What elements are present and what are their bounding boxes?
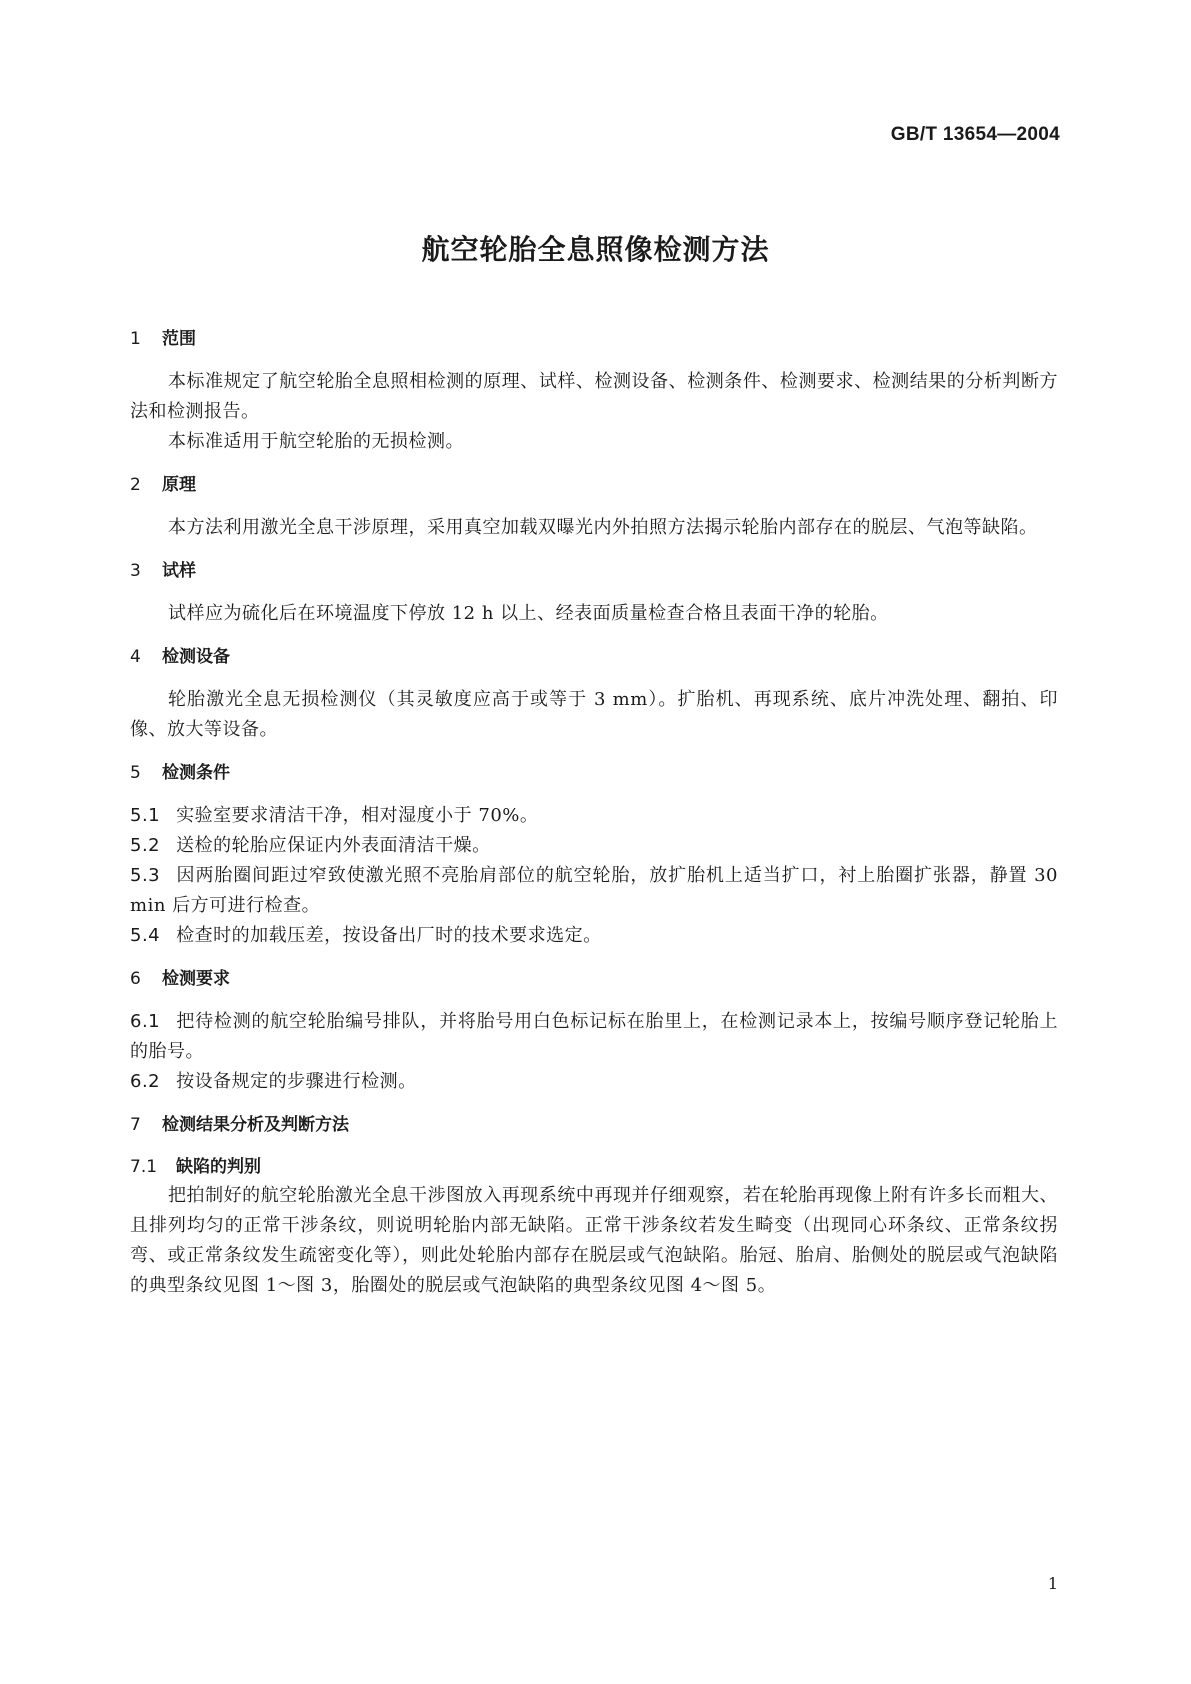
section-title: 试样 [162, 561, 196, 581]
section-title: 检测条件 [162, 763, 230, 783]
paragraph: 本标准规定了航空轮胎全息照相检测的原理、试样、检测设备、检测条件、检测要求、检测结果的分析判断方法和检测报告。 [130, 371, 1058, 422]
paragraph: 轮胎激光全息无损检测仪（其灵敏度应高于或等于 3 mm）。扩胎机、再现系统、底片冲洗处理、翻拍、印像、放大等设备。 [130, 689, 1058, 740]
subsection-title: 缺陷的判别 [176, 1157, 261, 1177]
document-title: 航空轮胎全息照像检测方法 [421, 233, 770, 266]
clause-5-2 [130, 831, 1058, 861]
section-heading-analysis [130, 1111, 1058, 1139]
section-heading-sample [130, 557, 1058, 585]
subsection-number: 7.1 [130, 1157, 158, 1177]
section-heading-principle [130, 471, 1058, 499]
clause-5-1 [130, 801, 1058, 831]
section-heading-conditions [130, 759, 1058, 787]
paragraph: 本标准适用于航空轮胎的无损检测。 [168, 431, 464, 452]
section-number: 4 [130, 647, 141, 667]
paragraph: 试样应为硫化后在环境温度下停放 12 h 以上、经表面质量检查合格且表面干净的轮胎。 [168, 603, 889, 624]
clause-5-3 [130, 861, 1058, 921]
section-title: 原理 [162, 475, 196, 495]
clause-6-2 [130, 1067, 1058, 1097]
clause-number: 5.1 [130, 805, 161, 826]
section-number: 1 [130, 329, 141, 349]
document-body [130, 325, 1058, 1301]
paragraph: 本方法利用激光全息干涉原理，采用真空加载双曝光内外拍照方法揭示轮胎内部存在的脱层、气泡等缺陷。 [168, 517, 1038, 538]
section-number: 7 [130, 1115, 141, 1135]
section-title: 范围 [162, 329, 196, 349]
section-title: 检测设备 [162, 647, 230, 667]
section-number: 5 [130, 763, 141, 783]
section-title: 检测要求 [162, 969, 230, 989]
clause-5-4 [130, 921, 1058, 951]
section-heading-requirements [130, 965, 1058, 993]
clause-text: 因两胎圈间距过窄致使激光照不亮胎肩部位的航空轮胎，放扩胎机上适当扩口，衬上胎圈扩张器，静置 30 min 后方可进行检查。 [130, 865, 1058, 916]
clause-number: 5.2 [130, 835, 161, 856]
clause-text: 按设备规定的步骤进行检测。 [176, 1071, 417, 1092]
clause-6-1 [130, 1007, 1058, 1067]
clause-number: 5.4 [130, 925, 161, 946]
clause-text: 检查时的加载压差，按设备出厂时的技术要求选定。 [176, 925, 602, 946]
clause-text: 实验室要求清洁干净，相对湿度小于 70%。 [176, 805, 539, 826]
clause-text: 送检的轮胎应保证内外表面清洁干燥。 [176, 835, 491, 856]
section-number: 6 [130, 969, 141, 989]
section-title: 检测结果分析及判断方法 [162, 1115, 349, 1135]
clause-number: 6.2 [130, 1071, 161, 1092]
paragraph: 把拍制好的航空轮胎激光全息干涉图放入再现系统中再现并仔细观察，若在轮胎再现像上附有许多长而粗大、且排列均匀的正常干涉条纹，则说明轮胎内部无缺陷。正常干涉条纹若发生畸变（出现同心环条纹、正常条纹拐弯、或正常条纹发生疏密变化等），则此处轮胎内部存在脱层或气泡缺陷。胎冠、胎肩、胎侧处的脱层或气泡缺陷的典型条纹见图 1～图 3，胎圈处的脱层或气泡缺陷的典型条纹见图 4～图 5。 [130, 1185, 1058, 1296]
section-number: 3 [130, 561, 141, 581]
clause-text: 把待检测的航空轮胎编号排队，并将胎号用白色标记标在胎里上，在检测记录本上，按编号顺序登记轮胎上的胎号。 [130, 1011, 1058, 1062]
clause-number: 6.1 [130, 1011, 161, 1032]
section-number: 2 [130, 475, 141, 495]
page-number: 1 [1047, 1574, 1058, 1593]
clause-number: 5.3 [130, 865, 161, 886]
section-heading-equipment [130, 643, 1058, 671]
document-code: GB/T 13654—2004 [890, 124, 1060, 145]
section-heading-scope [130, 325, 1058, 353]
subsection-heading-defect-identification [130, 1153, 1058, 1181]
